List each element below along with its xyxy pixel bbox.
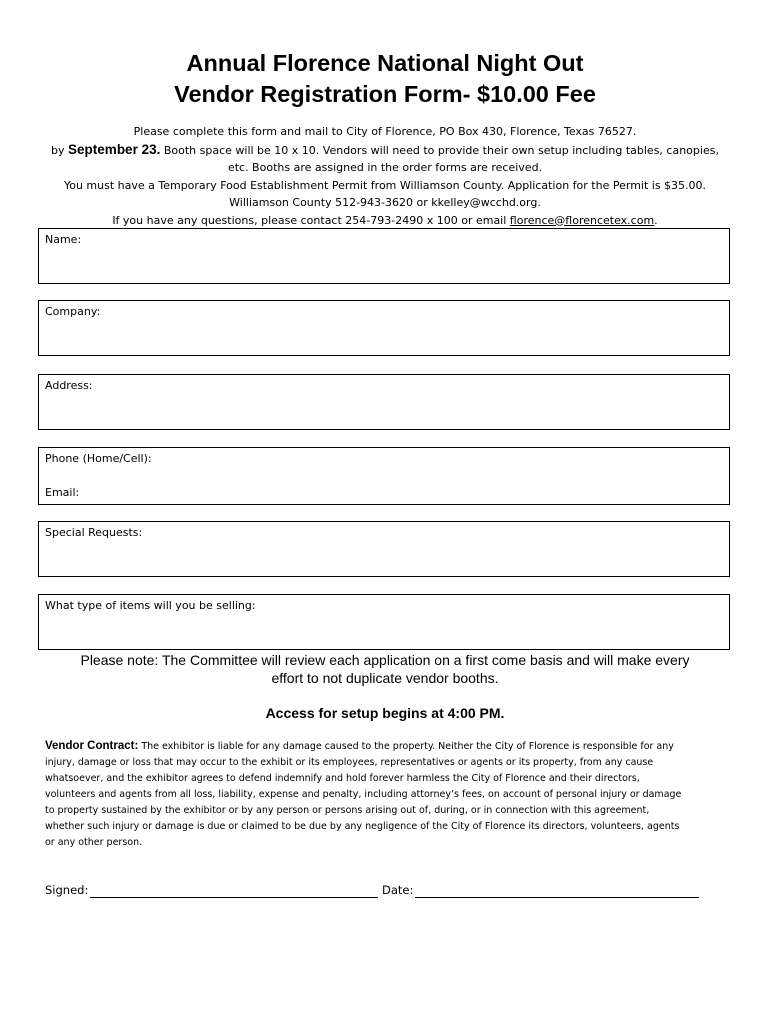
contract-heading: Vendor Contract: [45,740,139,752]
items-label: What type of items will you be selling: [45,599,256,612]
signature-line[interactable] [90,897,378,898]
contract-line-1 [45,738,735,755]
signed-label: Signed: [45,883,89,897]
instructions-line-1: Please complete this form and mail to City of Florence, PO Box 430, Florence, Texas 76527. [133,125,637,138]
phone-label: Phone (Home/Cell): [45,452,152,465]
contact-text: If you have any questions, please contact 254-793-2490 x 100 or email [112,213,510,227]
contract-line-7: or any other person. [45,837,143,848]
name-field[interactable] [40,251,728,283]
phone-field[interactable] [164,450,708,470]
instructions-line-4: You must have a Temporary Food Establishment Permit from Williamson County. Application for the Permit is $35.00. [63,178,707,192]
booth-info: Booth space will be 10 x 10. Vendors will need to provide their own setup including tables, canopies, [160,143,719,157]
address-box [38,374,730,430]
contact-email-link[interactable]: florence@florencetex.com [509,213,655,227]
form-title-line-2: Vendor Registration Form- $10.00 Fee [174,81,596,107]
email-label: Email: [45,486,80,499]
contract-line-5: to property sustained by the exhibitor or by any person or persons arising out of, during, or in connection with this agreement, [45,805,650,816]
address-field[interactable] [40,397,728,429]
instructions [0,123,770,229]
special-requests-field[interactable] [40,544,728,576]
contract-line-3: whatsoever, and the exhibitor agrees to defend indemnify and hold forever harmless the City of Florence and their directors, [45,773,640,784]
special-requests-label: Special Requests: [45,526,143,539]
deadline-prefix: by [51,143,69,157]
setup-access-time: Access for setup begins at 4:00 PM. [265,705,505,721]
special-requests-box [38,521,730,577]
contract-line-4: volunteers and agents from all loss, liability, expense and penalty, including attorney’s fees, on account of personal injury or damage [45,789,682,800]
date-label: Date: [382,883,414,897]
company-label: Company: [45,305,101,318]
vendor-contract [45,738,735,851]
email-field[interactable] [89,484,713,504]
name-label: Name: [45,233,82,246]
address-label: Address: [45,379,93,392]
instructions-line-2 [0,141,770,160]
contact-suffix: . [654,213,658,227]
contract-text-1: The exhibitor is liable for any damage caused to the property. Neither the City of Florence is responsible for any [138,741,674,752]
items-box [38,594,730,650]
instructions-line-5: Williamson County 512-943-3620 or kkelley@wcchd.org. [229,196,541,209]
contract-line-2: injury, damage or loss that may occur to the exhibit or its employees, representatives or agents or its property, from any cause [45,757,654,768]
name-box [38,228,730,284]
contract-line-6: whether such injury or damage is due or claimed to be due by any negligence of the City of Florence its directors, volunteers, agents [45,821,680,832]
date-line[interactable] [415,897,699,898]
committee-note-line-1: Please note: The Committee will review each application on a first come basis and will make every [80,652,690,668]
contact-box [38,447,730,505]
items-field[interactable] [40,617,728,649]
company-box [38,300,730,356]
instructions-line-6 [0,212,770,230]
company-field[interactable] [40,323,728,355]
committee-note-line-2: effort to not duplicate vendor booths. [271,670,499,686]
instructions-line-3: etc. Booths are assigned in the order forms are received. [227,161,543,174]
form-title-line-1: Annual Florence National Night Out [186,50,584,76]
deadline-date: September 23. [68,141,161,157]
